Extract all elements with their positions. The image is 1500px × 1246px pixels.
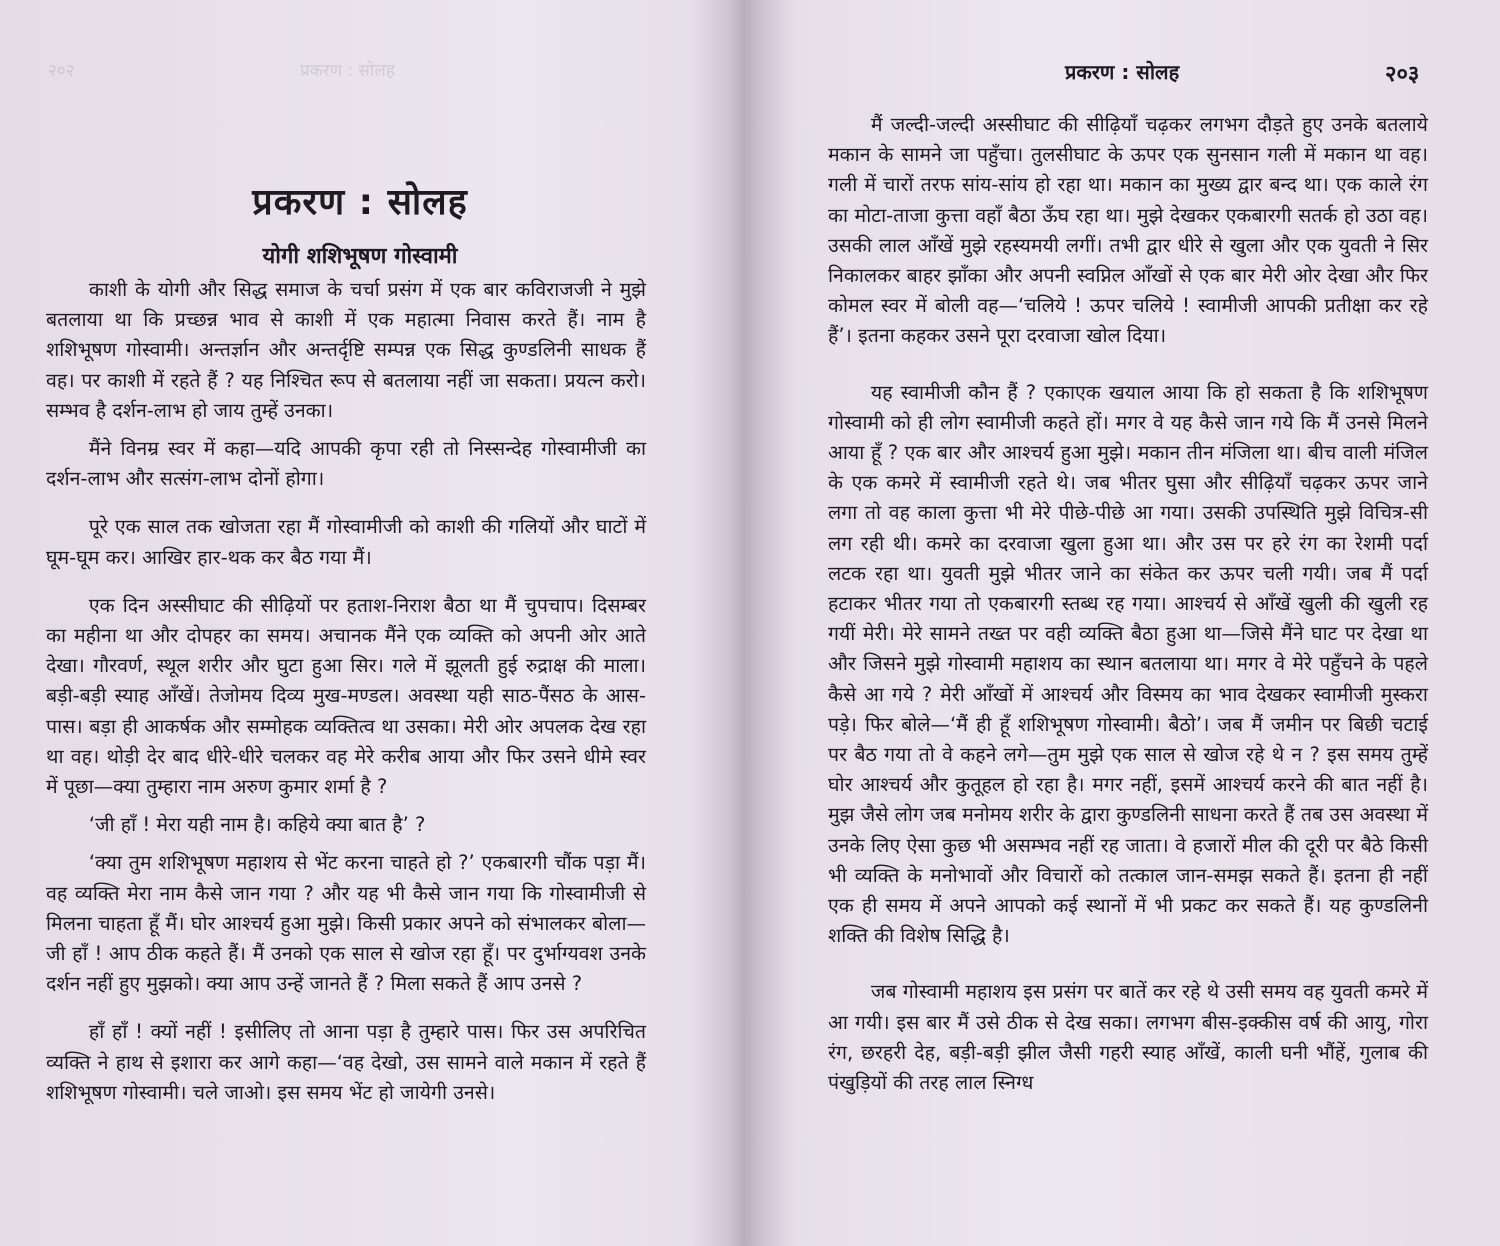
chapter-subtitle: योगी शशिभूषण गोस्वामी xyxy=(262,244,458,269)
paragraph: जब गोस्वामी महाशय इस प्रसंग पर बातें कर रहे थे उसी समय वह युवती कमरे में आ गयी। इस बार मैं उसे ठीक से देख सका। लगभग बीस-इक्कीस वर्ष की आयु, गोरा रंग, छरहरी देह, बड़ी-बड़ी झील जैसी गहरी स्याह आँखें, काली घनी भौंहें, गुलाब की पंखुड़ियों की तरह लाल स्निग्ध xyxy=(828,980,1428,1095)
right-page-body xyxy=(828,110,1428,1098)
left-page-body xyxy=(46,275,646,1108)
right-page xyxy=(780,0,1500,1246)
paragraph: मैंने विनम्र स्वर में कहा—यदि आपकी कृपा रही तो निस्सन्देह गोस्वामीजी का दर्शन-लाभ और सत्संग-लाभ दोनों होगा। xyxy=(46,437,646,491)
show-through-folio: २०२ xyxy=(48,61,75,81)
paragraph: ‘क्या तुम शशिभूषण महाशय से भेंट करना चाहते हो ?’ एकबारगी चौंक पड़ा मैं। वह व्यक्ति मेरा नाम कैसे जान गया ? और यह भी कैसे जान गया कि गोस्वामीजी से मिलना चाहता हूँ मैं। घोर आश्चर्य हुआ मुझे। किसी प्रकार अपने को संभालकर बोला—जी हाँ ! आप ठीक कहते हैं। मैं उनको एक साल से खोज रहा हूँ। पर दुर्भाग्यवश उनके दर्शन नहीं हुए मुझको। क्या आप उन्हें जानते हैं ? मिला सकते हैं आप उनसे ? xyxy=(46,851,646,996)
paragraph: यह स्वामीजी कौन हैं ? एकाएक खयाल आया कि हो सकता है कि शशिभूषण गोस्वामी को ही लोग स्वामीजी कहते हों। मगर वे यह कैसे जान गये कि मैं उनसे मिलने आया हूँ ? एक बार और आश्चर्य हुआ मुझे। मकान तीन मंजिला था। बीच वाली मंजिल के एक कमरे में स्वामीजी रहते थे। जब भीतर घुसा और सीढ़ियाँ चढ़कर ऊपर जाने लगा तो वह काला कुत्ता भी मेरे पीछे-पीछे आ गया। उसकी उपस्थिति मुझे विचित्र-सी लग रही थी। कमरे का दरवाजा खुला हुआ था। और उस पर हरे रंग का रेशमी पर्दा लटक रहा था। युवती मुझे भीतर जाने का संकेत कर ऊपर चली गयी। जब मैं पर्दा हटाकर भीतर गया तो एकबारगी स्तब्ध रह गया। आश्चर्य से आँखें खुली की खुली रह गयीं मेरी। मेरे सामने तख्त पर वही व्यक्ति बैठा हुआ था—जिसे मैंने घाट पर देखा था और जिसने मुझे गोस्वामी महाशय का स्थान बतलाया था। मगर वे मेरे पहुँचने के पहले कैसे आ गये ? मेरी आँखों में आश्चर्य और विस्मय का भाव देखकर स्वामीजी मुस्करा पड़े। फिर बोले—‘मैं ही हूँ शशिभूषण गोस्वामी। बैठो’। जब मैं जमीन पर बिछी चटाई पर बैठ गया तो वे कहने लगे—तुम मुझे एक साल से खोज रहे थे न ? इस समय तुम्हें घोर आश्चर्य और कुतूहल हो रहा है। मगर नहीं, इसमें आश्चर्य करने की बात नहीं है। मुझ जैसे लोग जब मनोमय शरीर के द्वारा कुण्डलिनी साधना करते हैं तब उस अवस्था में उनके लिए ऐसा कुछ भी असम्भव नहीं रह जाता। वे हजारों मील की दूरी पर बैठे किसी भी व्यक्ति के मनोभावों और विचारों को तत्काल जान-समझ सकते हैं। इतना ही नहीं एक ही समय में अपने आपको कई स्थानों में भी प्रकट कर सकते हैं। यह कुण्डलिनी शक्ति की विशेष सिद्धि है। xyxy=(828,380,1428,948)
show-through-running-head: प्रकरण : सोलह xyxy=(300,61,395,81)
chapter-title: प्रकरण : सोलह xyxy=(252,182,468,223)
left-page xyxy=(0,0,720,1246)
page-number: २०३ xyxy=(1385,62,1420,87)
paragraph: काशी के योगी और सिद्ध समाज के चर्चा प्रसंग में एक बार कविराजजी ने मुझे बतलाया था कि प्रच्छन्न भाव से काशी में एक महात्मा निवास करते हैं। नाम है शशिभूषण गोस्वामी। अन्तर्ज्ञान और अन्तर्दृष्टि सम्पन्न एक सिद्ध कुण्डलिनी साधक हैं वह। पर काशी में रहते हैं ? यह निश्चित रूप से बतलाया नहीं जा सकता। प्रयत्न करो। सम्भव है दर्शन-लाभ हो जाय तुम्हें उनका। xyxy=(46,278,646,422)
paragraph: एक दिन अस्सीघाट की सीढ़ियों पर हताश-निराश बैठा था मैं चुपचाप। दिसम्बर का महीना था और दोपहर का समय। अचानक मैंने एक व्यक्ति को अपनी ओर आते देखा। गौरवर्ण, स्थूल शरीर और घुटा हुआ सिर। गले में झूलती हुई रुद्राक्ष की माला। बड़ी-बड़ी स्याह आँखें। तेजोमय दिव्य मुख-मण्डल। अवस्था यही साठ-पैंसठ के आस-पास। बड़ा ही आकर्षक और सम्मोहक व्यक्तित्व था उसका। मेरी ओर अपलक देख रहा था वह। थोड़ी देर बाद धीरे-धीरे चलकर वह मेरे करीब आया और फिर उसने धीमे स्वर में पूछा—क्या तुम्हारा नाम अरुण कुमार शर्मा है ? xyxy=(46,593,646,799)
paragraph: पूरे एक साल तक खोजता रहा मैं गोस्वामीजी को काशी की गलियों और घाटों में घूम-घूम कर। आखिर हार-थक कर बैठ गया मैं। xyxy=(46,515,646,569)
paragraph: हाँ हाँ ! क्यों नहीं ! इसीलिए तो आना पड़ा है तुम्हारे पास। फिर उस अपरिचित व्यक्ति ने हाथ से इशारा कर आगे कहा—‘वह देखो, उस सामने वाले मकान में रहते हैं शशिभूषण गोस्वामी। चले जाओ। इस समय भेंट हो जायेगी उनसे। xyxy=(46,1020,646,1104)
paragraph: ‘जी हाँ ! मेरा यही नाम है। कहिये क्या बात है’ ? xyxy=(88,813,426,837)
running-head: प्रकरण : सोलह xyxy=(1065,60,1180,84)
paragraph: मैं जल्दी-जल्दी अस्सीघाट की सीढ़ियाँ चढ़कर लगभग दौड़ते हुए उनके बतलाये मकान के सामने जा पहुँचा। तुलसीघाट के ऊपर एक सुनसान गली में मकान था वह। गली में चारों तरफ सांय-सांय हो रहा था। मकान का मुख्य द्वार बन्द था। एक काले रंग का मोटा-ताजा कुत्ता वहाँ बैठा ऊँघ रहा था। मुझे देखकर एकबारगी सतर्क हो उठा वह। उसकी लाल आँखें मुझे रहस्यमयी लगीं। तभी द्वार धीरे से खुला और एक युवती ने सिर निकालकर बाहर झाँका और अपनी स्वप्निल आँखों से एक बार मेरी ओर देखा और फिर कोमल स्वर में बोली वह—‘चलिये ! ऊपर चलिये ! स्वामीजी आपकी प्रतीक्षा कर रहे हैं’। इतना कहकर उसने पूरा दरवाजा खोल दिया। xyxy=(828,113,1428,348)
